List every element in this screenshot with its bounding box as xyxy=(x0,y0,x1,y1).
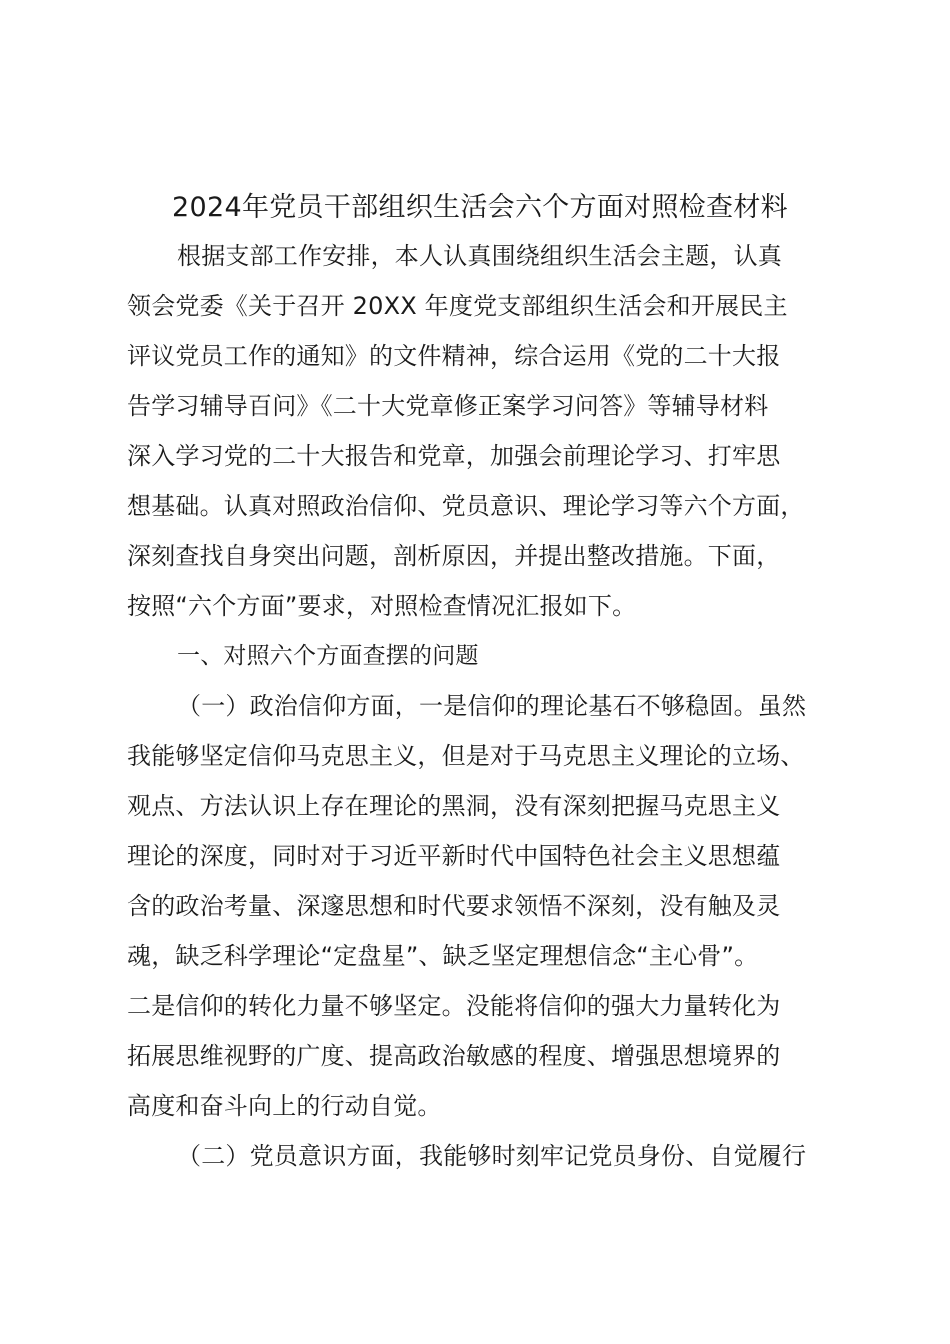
paragraph-line: 魂，缺乏科学理论“定盘星”、缺乏坚定理想信念“主心骨”。 xyxy=(127,942,759,970)
document-title: 2024年党员干部组织生活会六个方面对照检查材料 xyxy=(172,192,788,223)
section-heading: 一、对照六个方面查摆的问题 xyxy=(177,643,479,669)
paragraph-line: （二）党员意识方面，我能够时刻牢记党员身份、自觉履行 xyxy=(177,1142,807,1170)
paragraph-line: 评议党员工作的通知》的文件精神，综合运用《党的二十大报 xyxy=(127,342,781,370)
paragraph-line: 我能够坚定信仰马克思主义，但是对于马克思主义理论的立场、 xyxy=(127,742,805,770)
paragraph-line: 拓展思维视野的广度、提高政治敏感的程度、增强思想境界的 xyxy=(127,1042,781,1070)
paragraph-line: 深刻查找自身突出问题，剖析原因，并提出整改措施。下面， xyxy=(127,542,781,570)
paragraph-line: 按照“六个方面”要求，对照检查情况汇报如下。 xyxy=(127,592,637,620)
paragraph-line: 二是信仰的转化力量不够坚定。没能将信仰的强大力量转化为 xyxy=(127,992,781,1020)
paragraph-line: 高度和奋斗向上的行动自觉。 xyxy=(127,1092,442,1120)
paragraph-line: 领会党委《关于召开 20XX 年度党支部组织生活会和开展民主 xyxy=(127,292,788,320)
paragraph-line: 根据支部工作安排，本人认真围绕组织生活会主题，认真 xyxy=(177,242,782,270)
document-body xyxy=(127,231,867,1181)
paragraph-line: （一）政治信仰方面，一是信仰的理论基石不够稳固。虽然 xyxy=(177,692,807,720)
paragraph-line: 想基础。认真对照政治信仰、党员意识、理论学习等六个方面， xyxy=(127,492,805,520)
paragraph-line: 理论的深度，同时对于习近平新时代中国特色社会主义思想蕴 xyxy=(127,842,781,870)
paragraph-line: 深入学习党的二十大报告和党章，加强会前理论学习、打牢思 xyxy=(127,442,781,470)
paragraph-line: 告学习辅导百问》《二十大党章修正案学习问答》等辅导材料 xyxy=(127,392,769,420)
paragraph-line: 含的政治考量、深邃思想和时代要求领悟不深刻，没有触及灵 xyxy=(127,892,781,920)
paragraph-line: 观点、方法认识上存在理论的黑洞，没有深刻把握马克思主义 xyxy=(127,792,781,820)
